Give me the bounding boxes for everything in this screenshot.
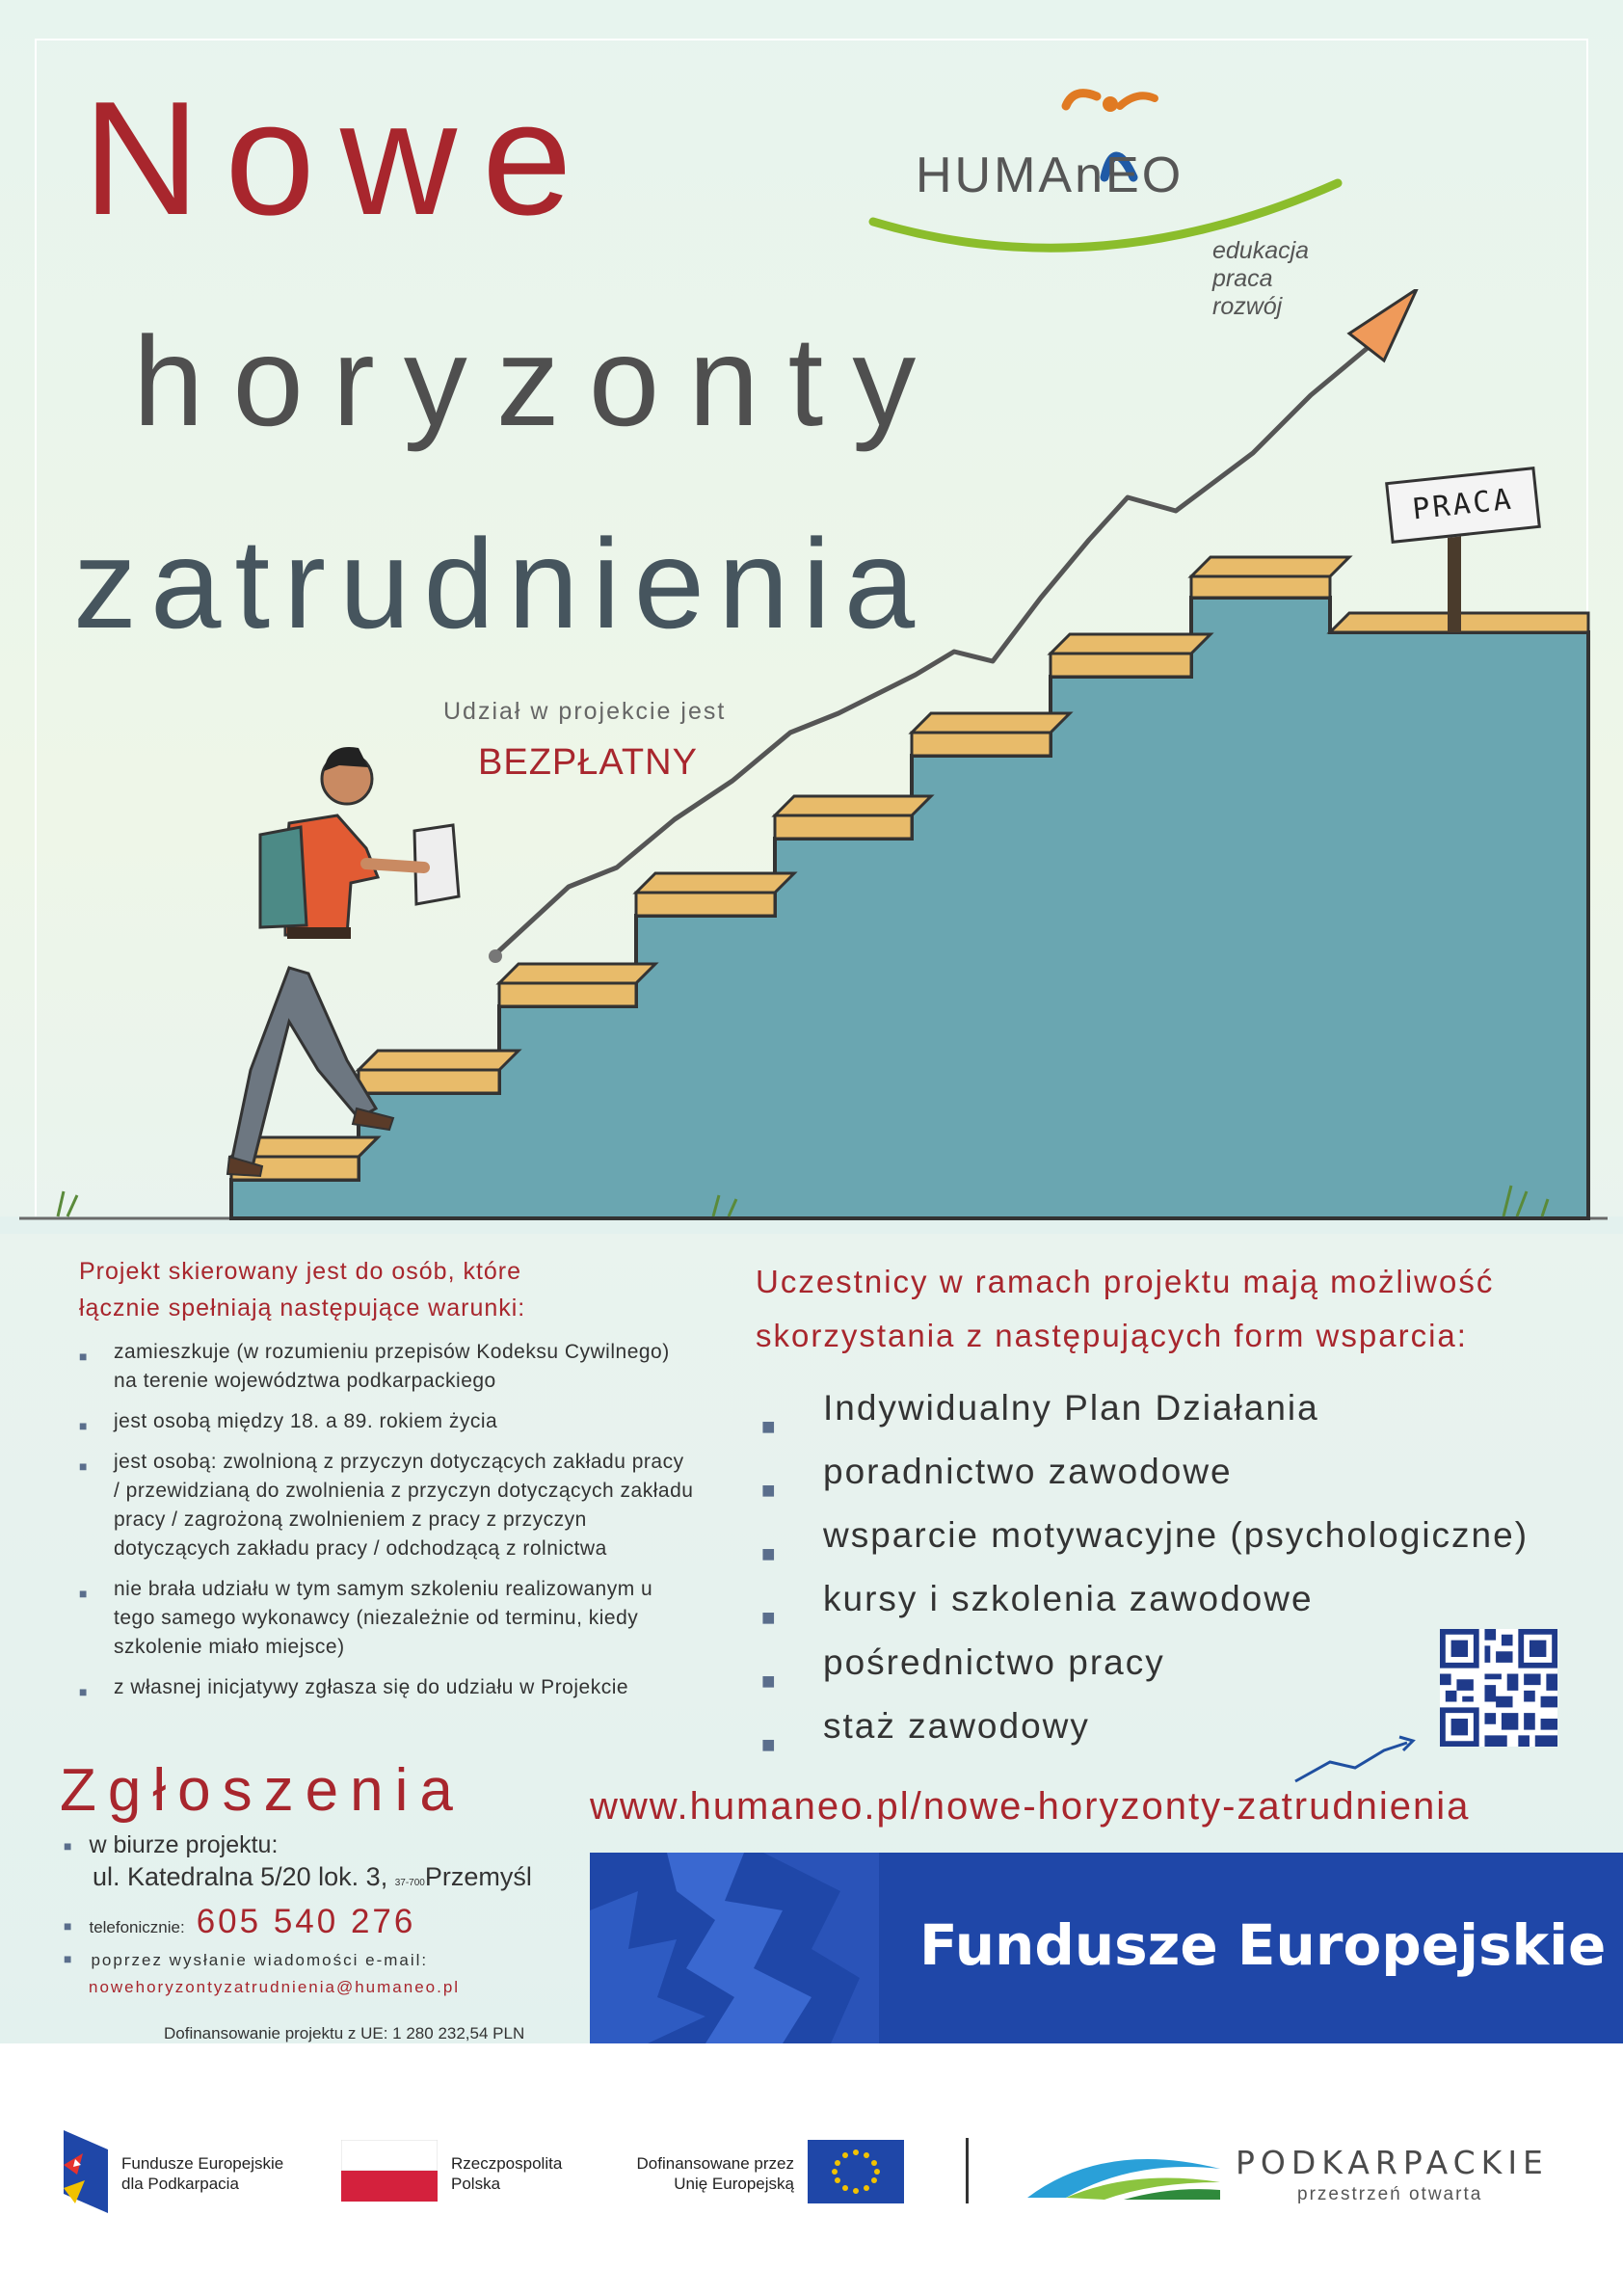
work-sign: PRACA [1385, 467, 1541, 544]
eu-funds-logo-graphic [590, 1853, 879, 2043]
bullet-icon: ■ [761, 1732, 778, 1758]
support-item-text: poradnictwo zawodowe [823, 1452, 1233, 1491]
support-list [761, 1376, 1529, 1758]
eligibility-item [79, 1338, 696, 1396]
support-heading [756, 1255, 1494, 1363]
bullet-icon: ■ [761, 1478, 778, 1504]
office-label-text: w biurze projektu: [89, 1831, 279, 1858]
bullet-icon: ■ [64, 1951, 74, 1966]
email-address[interactable]: nowehoryzontyzatrudnienia@humaneo.pl [89, 1978, 461, 1996]
rp-line-1: Rzeczpospolita [451, 2154, 563, 2173]
support-item-text: Indywidualny Plan Działania [823, 1388, 1319, 1428]
participation-text: Udział w projekcie jest [443, 698, 727, 725]
eu-cofunded-label [617, 2153, 794, 2194]
support-item-text: wsparcie motywacyjne (psychologiczne) [823, 1515, 1530, 1555]
free-badge: BEZPŁATNY [478, 742, 698, 783]
support-heading-line-1: Uczestnicy w ramach projektu mają możliwość [756, 1264, 1495, 1299]
eligibility-item [79, 1407, 696, 1436]
eu-funds-banner [590, 1853, 1623, 2043]
office-label [64, 1831, 278, 1859]
city-text: Przemyśl [424, 1862, 532, 1891]
bullet-icon: ■ [761, 1541, 778, 1567]
bullet-icon: ■ [761, 1414, 778, 1440]
support-item [761, 1376, 1529, 1440]
fe-podkarpacia-line-1: Fundusze Europejskie [121, 2154, 284, 2173]
eligibility-heading-line-2: łącznie spełniają następujące warunki: [79, 1295, 526, 1322]
eligibility-item-text: zamieszkuje (w rozumieniu przepisów Kodeksu Cywilnego) na terenie województwa podkarpackiego [114, 1341, 670, 1392]
funding-amount: Dofinansowanie projektu z UE: 1 280 232,54 PLN [164, 2024, 525, 2042]
support-item [761, 1440, 1529, 1504]
title-line-3: zatrudnienia [73, 513, 929, 654]
phone-label: telefonicznie: [89, 1918, 185, 1936]
fe-podkarpacia-icon [64, 2130, 108, 2213]
office-address [93, 1862, 532, 1892]
bullet-icon: ■ [761, 1605, 778, 1631]
eligibility-item [79, 1448, 696, 1563]
support-heading-line-2: skorzystania z następujących form wsparcia: [756, 1318, 1468, 1353]
support-item [761, 1631, 1529, 1695]
eligibility-heading-line-1: Projekt skierowany jest do osób, które [79, 1258, 522, 1285]
fe-podkarpacia-line-2: dla Podkarpacia [121, 2175, 239, 2193]
bullet-icon: ■ [79, 1458, 88, 1474]
bullet-icon: ■ [79, 1418, 88, 1433]
tagline-2: praca [1212, 265, 1273, 292]
bullet-icon: ■ [761, 1669, 778, 1695]
qr-code[interactable] [1440, 1629, 1557, 1747]
support-item [761, 1567, 1529, 1631]
tagline-1: edukacja [1212, 237, 1310, 264]
support-item-text: kursy i szkolenia zawodowe [823, 1579, 1314, 1618]
eligibility-item [79, 1575, 696, 1662]
bullet-icon: ■ [64, 1838, 72, 1854]
title-line-2: horyzonty [133, 310, 945, 452]
eu-funds-text: Fundusze Europejskie [919, 1912, 1607, 1978]
stairs-illustration [0, 289, 1623, 1234]
podkarpackie-title: PODKARPACKIE [1236, 2144, 1549, 2181]
title-line-1: Nowe [83, 67, 598, 249]
bullet-icon: ■ [79, 1684, 88, 1699]
support-item [761, 1504, 1529, 1567]
postal-code: 37-700 [394, 1878, 425, 1888]
eligibility-item-text: z własnej inicjatywy zgłasza się do udziału w Projekcie [114, 1676, 629, 1698]
support-item-text: pośrednictwo pracy [823, 1642, 1165, 1682]
eu-line-2: Unię Europejską [674, 2175, 794, 2193]
podkarpackie-logo-graphic [1027, 2140, 1220, 2200]
bullet-icon: ■ [79, 1586, 88, 1601]
eu-flag-icon [808, 2140, 904, 2203]
polish-flag-icon [341, 2140, 438, 2202]
address-text: ul. Katedralna 5/20 lok. 3, [93, 1862, 388, 1891]
phone-row [64, 1903, 415, 1941]
eligibility-item-text: jest osobą: zwolnioną z przyczyn dotyczących zakładu pracy / przewidzianą do zwolnienia z przyczyn dotyczących zakładu pracy / zagrożoną zwolnieniem z pracy z przyczyn dotyczących zakładu pracy / odchodzącą z rolnictwa [114, 1451, 694, 1560]
eligibility-list [79, 1338, 696, 1714]
stairs-body [231, 598, 1588, 1218]
tagline-3: rozwój [1212, 293, 1283, 320]
fe-podkarpacia-label [121, 2153, 283, 2194]
support-item-text: staż zawodowy [823, 1706, 1090, 1746]
footer-divider [966, 2138, 969, 2203]
bullet-icon: ■ [64, 1918, 72, 1934]
phone-number[interactable]: 605 540 276 [196, 1903, 416, 1940]
eligibility-item-text: nie brała udziału w tym samym szkoleniu realizowanym u tego samego wykonawcy (niezależnie od terminu, kiedy szkolenie miało miejsce) [114, 1578, 653, 1658]
eligibility-item-text: jest osobą między 18. a 89. rokiem życia [114, 1410, 498, 1432]
rp-label [451, 2153, 562, 2194]
bullet-icon: ■ [79, 1348, 88, 1364]
eu-line-1: Dofinansowane przez [636, 2154, 794, 2173]
trend-line-icon [1291, 1733, 1419, 1787]
footer-logos [0, 2043, 1623, 2296]
logo-name: HUMAnEO [916, 147, 1184, 203]
rp-line-2: Polska [451, 2175, 501, 2193]
applications-heading: Zgłoszenia [60, 1757, 465, 1824]
eligibility-heading [79, 1253, 525, 1326]
website-link[interactable]: www.humaneo.pl/nowe-horyzonty-zatrudnienia [590, 1785, 1471, 1828]
email-label [64, 1951, 428, 1970]
email-label-text: poprzez wysłanie wiadomości e-mail: [91, 1951, 429, 1969]
eligibility-item [79, 1673, 696, 1702]
podkarpackie-subtitle: przestrzeń otwarta [1297, 2184, 1483, 2204]
